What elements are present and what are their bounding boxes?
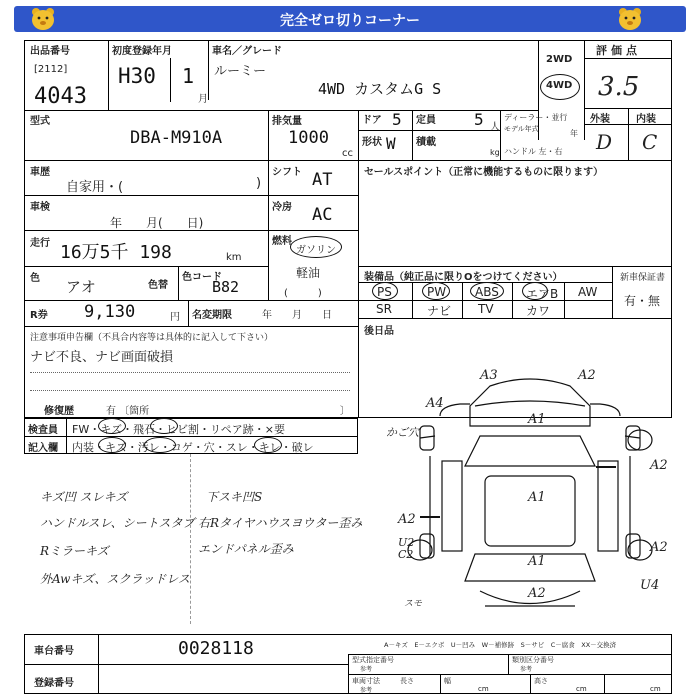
check-label-2: 記入欄 [28,443,58,454]
shift-label: シフト [272,167,302,178]
hand-note-l2: ハンドルスレ、シートスタブ [40,516,195,530]
car-label: 車名／グレード [212,46,282,57]
diag-a2-top: A2 [578,368,596,383]
warranty-label: 新車保証書 [620,273,666,283]
equip-pw: PW [427,285,447,299]
damage-legend: A－キズ E－エクボ U－凹み W－補修跡 S－サビ C－腐食 XX－交換済 [384,641,617,649]
fuel-paren: ( ) [284,288,322,299]
hand-note-r2: 右Rタイヤハウスヨウター歪み [198,516,363,530]
form-c3: 車両寸法 [352,677,380,685]
form-c3s: 参考 [360,687,373,694]
registration-era: H30 [118,64,156,88]
later-label: 後日品 [364,326,394,337]
drive-2wd: 2WD [546,54,573,65]
bear-mascot-icon-right [615,6,645,32]
check-label-1: 検査員 [28,425,58,436]
check-row-1: FW・キズ・飛石・ヒビ割・リペア跡・×要 [72,423,285,436]
aircon-value: AC [312,205,333,225]
form-c1s: 参考 [360,666,373,673]
equip-leather: カワ [526,304,551,318]
displacement-unit: cc [342,148,353,159]
lot-sub: [2112] [34,64,68,75]
history-label: 車歴 [30,167,50,178]
color-no-label: 色替 [148,280,168,291]
form-c6: 高さ [534,677,548,685]
diag-kago: かご穴 [386,426,419,439]
bear-mascot-icon-left [28,6,58,32]
form-cm1: cm [478,685,489,693]
equip-ps: PS [377,285,392,299]
warranty-value: 有・無 [624,294,661,308]
shape-value: W [386,134,396,153]
displacement-label: 排気量 [272,116,302,127]
fuel-label: 燃料 [272,236,292,247]
doors-value: 5 [392,110,402,129]
registration-month: 1 [182,64,195,88]
equip-navi: ナビ [427,304,452,318]
form-c2s: 参考 [520,666,533,673]
check-row-2: 内装・キズ・汚レ・コゲ・穴・スレ・キレ・破レ [72,441,314,454]
color-value: アオ [66,278,96,296]
dealer-handle: ハンドル 左・右 [504,147,563,156]
chassis-value: 0028118 [178,638,254,659]
doors-label: ドア [362,115,382,126]
diag-sa: スモ [404,599,423,609]
dealer-label: ディーラー・並行 [504,113,568,122]
notes-label: 注意事項申告欄（不具合内容等は具体的に記入して下さい） [30,333,274,343]
score-int-label: 内装 [636,114,656,125]
load-label: 積載 [416,137,436,148]
fuel-diesel: 軽油 [296,266,321,280]
diag-a2-rear: A2 [650,540,668,555]
recycle-label: R券 [30,310,48,321]
header-title: 完全ゼロ切りコーナー [280,13,420,29]
model-label: 型式 [30,116,50,127]
inspection-value: 年 月( 日) [110,216,204,230]
registration-label: 初度登録年月 [112,46,172,57]
repair-label: 修復歴 [44,406,74,417]
form-cm2: cm [576,685,587,693]
mileage-label: 走行 [30,238,50,249]
drive-4wd: 4WD [546,80,573,91]
equip-tv: TV [478,302,494,316]
diag-a1-mid: A1 [528,490,546,505]
shape-label: 形状 [362,137,382,148]
diag-c2: C2 [398,548,414,561]
car-grade: 4WD カスタムG S [318,80,442,98]
aircon-label: 冷房 [272,202,292,213]
name-change-value: 年 月 日 [262,310,332,321]
form-cm3: cm [650,685,661,693]
chassis-label: 車台番号 [34,646,74,657]
model-value: DBA-M910A [130,128,223,148]
score-ext: D [596,130,613,154]
equip-airb: エアB [526,287,559,301]
registration-month-unit: 月 [198,94,208,105]
load-unit: kg [490,148,500,157]
equip-sr: SR [376,302,392,316]
recycle-unit: 円 [170,312,180,323]
equipment-label: 装備品（純正品に限りOをつけてください） [364,272,563,283]
name-change-label: 名変期限 [192,310,232,321]
equip-aw: AW [578,285,598,299]
notes-text: ナビ不良、ナビ画面破損 [30,350,174,365]
score-ext-label: 外装 [590,114,610,125]
dealer-year-unit: 年 [570,129,578,138]
diag-a2-right: A2 [650,458,668,473]
sales-point-label: セールスポイント（正常に機能するものに限ります） [364,167,604,178]
fuel-gas: ガソリン [296,245,336,256]
form-c2: 類別区分番号 [512,656,554,664]
repair-close: 〕 [340,406,350,417]
reg-no-label: 登録番号 [34,678,74,689]
history-value: 自家用・( [66,180,124,195]
score-int: C [642,130,658,154]
score-label: 評価点 [596,44,641,57]
score-value: 3.5 [598,72,640,102]
diag-u4: U4 [640,578,660,593]
form-c4: 長さ [400,677,414,685]
inspection-label: 車検 [30,202,50,213]
diag-a1-front: A1 [528,412,546,427]
hand-note-l4: 外Awキズ、スクラッドレス [40,572,190,586]
hand-note-r3: エンドパネル歪み [198,542,294,556]
form-c1: 型式指定番号 [352,656,394,664]
diag-a3: A3 [480,368,498,383]
history-close: ) [256,176,262,191]
repair-value: 有 〔箇所 [106,406,150,417]
diag-a1-rear: A1 [528,554,546,569]
displacement-value: 1000 [288,128,329,148]
color-code-label: 色コード [182,272,222,283]
lot-label: 出品番号 [30,46,70,57]
color-code: B82 [212,278,240,296]
capacity-label: 定員 [416,115,436,126]
dealer-model-year: モデル年式 [504,125,539,133]
equip-abs: ABS [475,285,499,299]
hand-note-r1: 下スキ凹S [206,490,263,504]
diag-a2-bottom: A2 [528,586,546,601]
color-label: 色 [30,273,40,284]
capacity-value: 5 [474,110,484,129]
recycle-value: 9,130 [84,302,136,322]
hand-note-l1: キズ凹 スレキズ [40,490,128,504]
shift-value: AT [312,170,333,190]
car-name: ルーミー [214,64,267,79]
diag-u2: U2 [398,536,415,549]
hand-note-l3: Rミラーキズ [40,544,109,558]
mileage-unit: km [226,252,242,263]
diag-a4: A4 [426,396,444,411]
mileage-value: 16万5千 198 [60,242,172,263]
form-c5: 幅 [444,677,451,685]
lot-number: 4043 [34,84,87,109]
diag-a2-left: A2 [398,512,416,527]
capacity-unit: 人 [490,122,500,133]
